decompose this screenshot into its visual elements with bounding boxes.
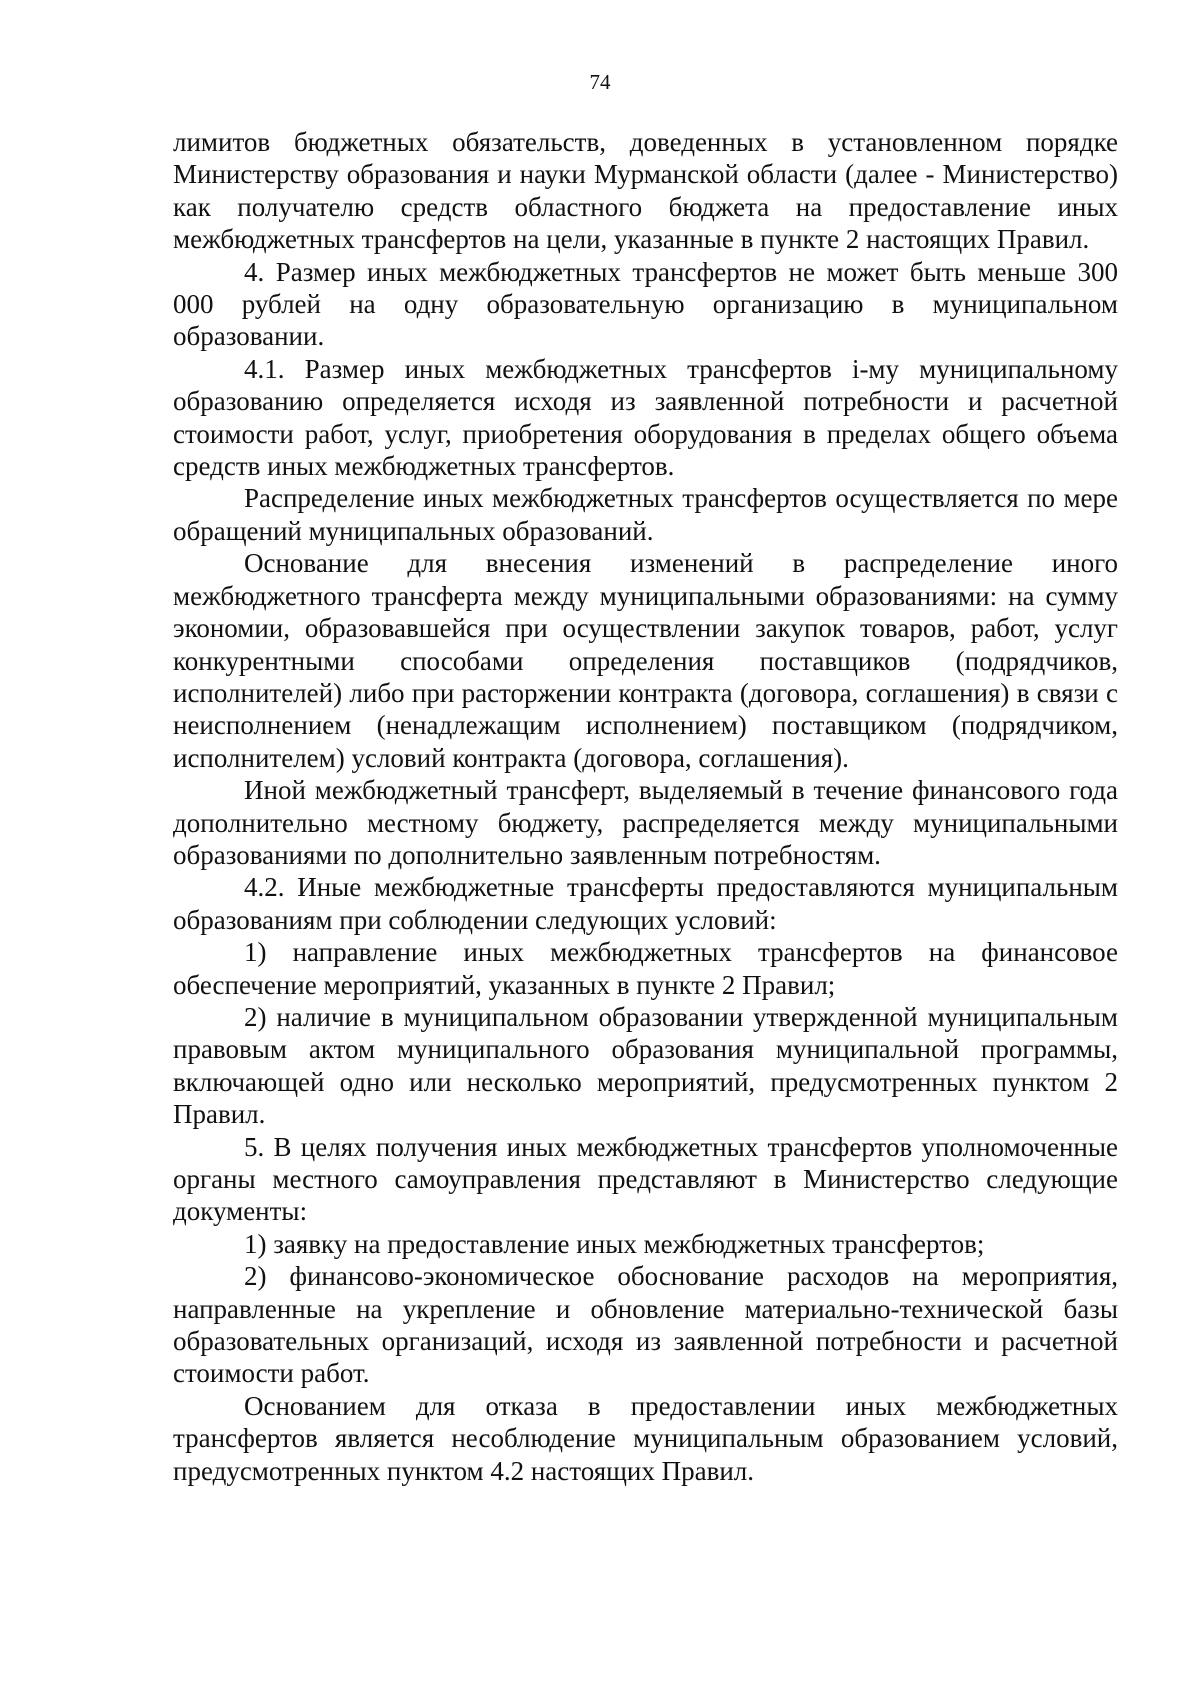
paragraph-change-basis: Основание для внесения изменений в распределение иного межбюджетного трансферта между муниципальными образованиями: на сумму экономии, образовавшейся при осуществлении закупок товаров, работ, услуг конкурентными способами определения поставщиков (подрядчиков, исполнителей) либо при расторжении контракта (договора, соглашения) в связи с неисполнением (ненадлежащим исполнением) поставщиком (подрядчиком, исполнителем) условий контракта (договора, соглашения). bbox=[173, 548, 1118, 773]
paragraph-4: 4. Размер иных межбюджетных трансфертов не может быть меньше 300 000 рублей на одну образовательную организацию в муниципальном образовании. bbox=[173, 256, 1118, 352]
paragraph-refusal-basis: Основанием для отказа в предоставлении иных межбюджетных трансфертов является несоблюдение муниципальным образованием условий, предусмотренных пунктом 4.2 настоящих Правил. bbox=[173, 1390, 1118, 1486]
paragraph-4-2: 4.2. Иные межбюджетные трансферты предоставляются муниципальным образованиям при соблюдении следующих условий: bbox=[173, 872, 1118, 935]
page-number: 74 bbox=[589, 70, 611, 94]
list-item-document-2: 2) финансово-экономическое обоснование расходов на мероприятия, направленные на укрепление и обновление материально-технической базы образовательных организаций, исходя из заявленной потребности и расчетной стоимости работ. bbox=[173, 1261, 1118, 1389]
paragraph-limits-continuation: лимитов бюджетных обязательств, доведенных в установленном порядке Министерству образования и науки Мурманской области (далее - Министерство) как получателю средств областного бюджета на предоставление иных межбюджетных трансфертов на цели, указанные в пункте 2 настоящих Правил. bbox=[173, 127, 1118, 255]
paragraph-5: 5. В целях получения иных межбюджетных трансфертов уполномоченные органы местного самоуправления представляют в Министерство следующие документы: bbox=[173, 1131, 1118, 1227]
document-body bbox=[173, 126, 1118, 1487]
paragraph-additional-transfer: Иной межбюджетный трансферт, выделяемый в течение финансового года дополнительно местному бюджету, распределяется между муниципальными образованиями по дополнительно заявленным потребностям. bbox=[173, 775, 1118, 870]
list-item-condition-2: 2) наличие в муниципальном образовании утвержденной муниципальным правовым актом муниципального образования муниципальной программы, включающей одно или несколько мероприятий, предусмотренных пунктом 2 Правил. bbox=[173, 1001, 1118, 1130]
paragraph-4-1: 4.1. Размер иных межбюджетных трансфертов i-му муниципальному образованию определяется исходя из заявленной потребности и расчетной стоимости работ, услуг, приобретения оборудования в пределах общего объема средств иных межбюджетных трансфертов. bbox=[173, 353, 1118, 482]
list-item-document-1: 1) заявку на предоставление иных межбюджетных трансфертов; bbox=[244, 1228, 985, 1259]
list-item-condition-1: 1) направление иных межбюджетных трансфертов на финансовое обеспечение мероприятий, указанных в пункте 2 Правил; bbox=[173, 937, 1118, 1000]
paragraph-distribution: Распределение иных межбюджетных трансфертов осуществляется по мере обращений муниципальных образований. bbox=[173, 483, 1118, 546]
